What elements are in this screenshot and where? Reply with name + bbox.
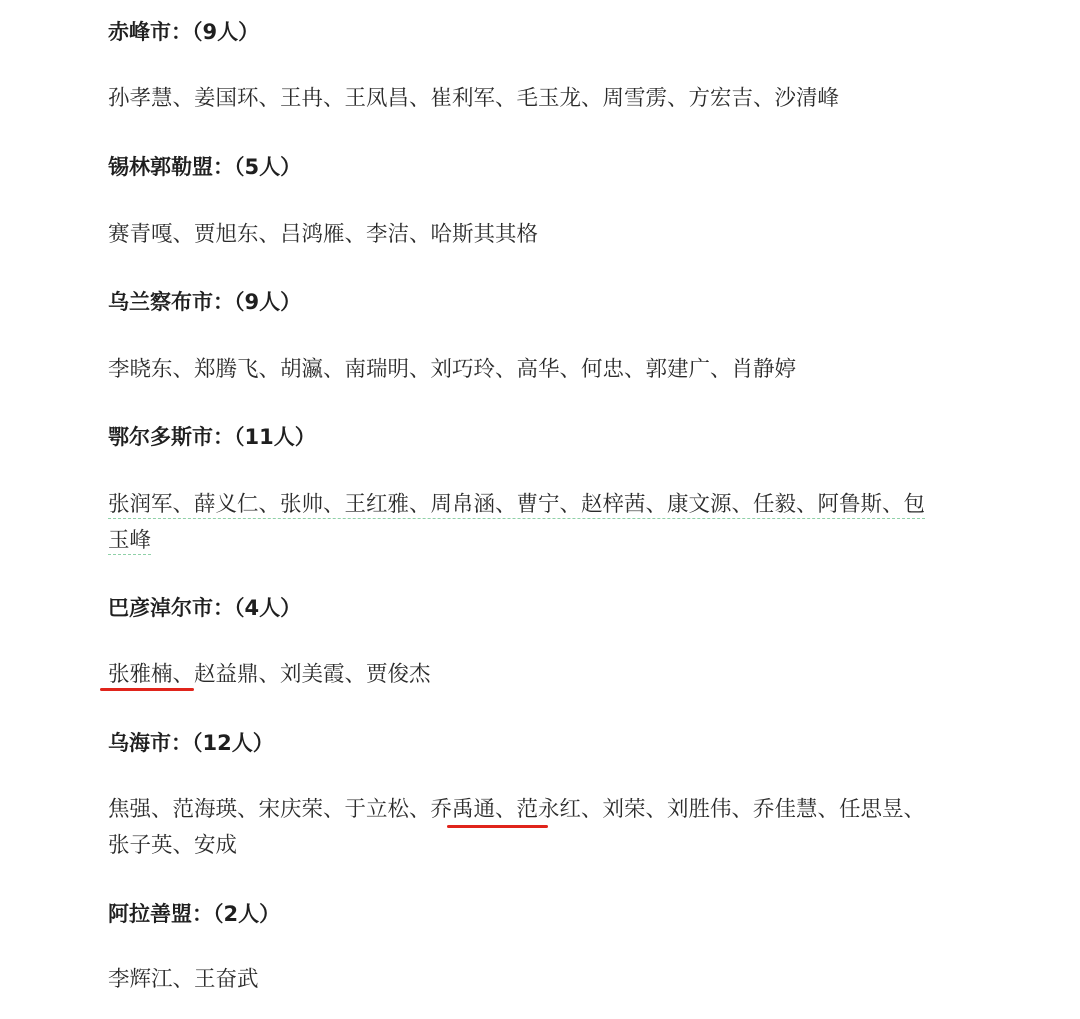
- name-line-wrapper: [108, 487, 1008, 523]
- name-line: 张雅楠、赵益鼎、刘美霞、贾俊杰: [108, 662, 431, 687]
- section-heading-wuhai: 乌海市：（12人）: [108, 731, 274, 755]
- name-line: 孙孝慧、姜国环、王冉、王凤昌、崔利军、毛玉龙、周雪雳、方宏吉、沙清峰: [108, 86, 840, 111]
- name-line-wrapper: [108, 523, 1008, 559]
- name-line: 焦强、范海瑛、宋庆荣、于立松、乔禹通、范永红、刘荣、刘胜伟、乔佳慧、任思昱、: [108, 797, 926, 822]
- section-heading-xilinguole: 锡林郭勒盟：（5人）: [108, 155, 302, 179]
- name-list-bayannaoer: [108, 657, 1008, 693]
- name-line: 玉峰: [108, 528, 152, 553]
- section-heading-chifeng: 赤峰市：（9人）: [108, 20, 260, 44]
- name-line: 李辉江、王奋武: [108, 967, 259, 992]
- name-list-wuhai: [108, 792, 1008, 864]
- section-heading-eerduosi: 鄂尔多斯市：（11人）: [108, 425, 316, 449]
- section-heading-bayannaoer: 巴彦淖尔市：（4人）: [108, 596, 302, 620]
- red-underline-mark: [100, 688, 194, 691]
- name-list-wulanchabu: [108, 352, 1008, 388]
- name-list-eerduosi: [108, 487, 1008, 559]
- name-line: 李晓东、郑腾飞、胡瀛、南瑞明、刘巧玲、高华、何忠、郭建广、肖静婷: [108, 357, 797, 382]
- section-heading-alashan: 阿拉善盟：（2人）: [108, 902, 281, 926]
- name-list-alashan: [108, 962, 1008, 998]
- name-line: 张润军、薛义仁、张帅、王红雅、周帛涵、曹宁、赵梓茜、康文源、任毅、阿鲁斯、包: [108, 492, 926, 517]
- name-list-chifeng: [108, 81, 1008, 117]
- red-underline-mark: [447, 825, 548, 828]
- name-list-xilinguole: [108, 217, 1008, 253]
- section-heading-wulanchabu: 乌兰察布市：（9人）: [108, 290, 302, 314]
- name-line: 张子英、安成: [108, 833, 238, 858]
- name-line: 赛青嘎、贾旭东、吕鸿雁、李洁、哈斯其其格: [108, 222, 539, 247]
